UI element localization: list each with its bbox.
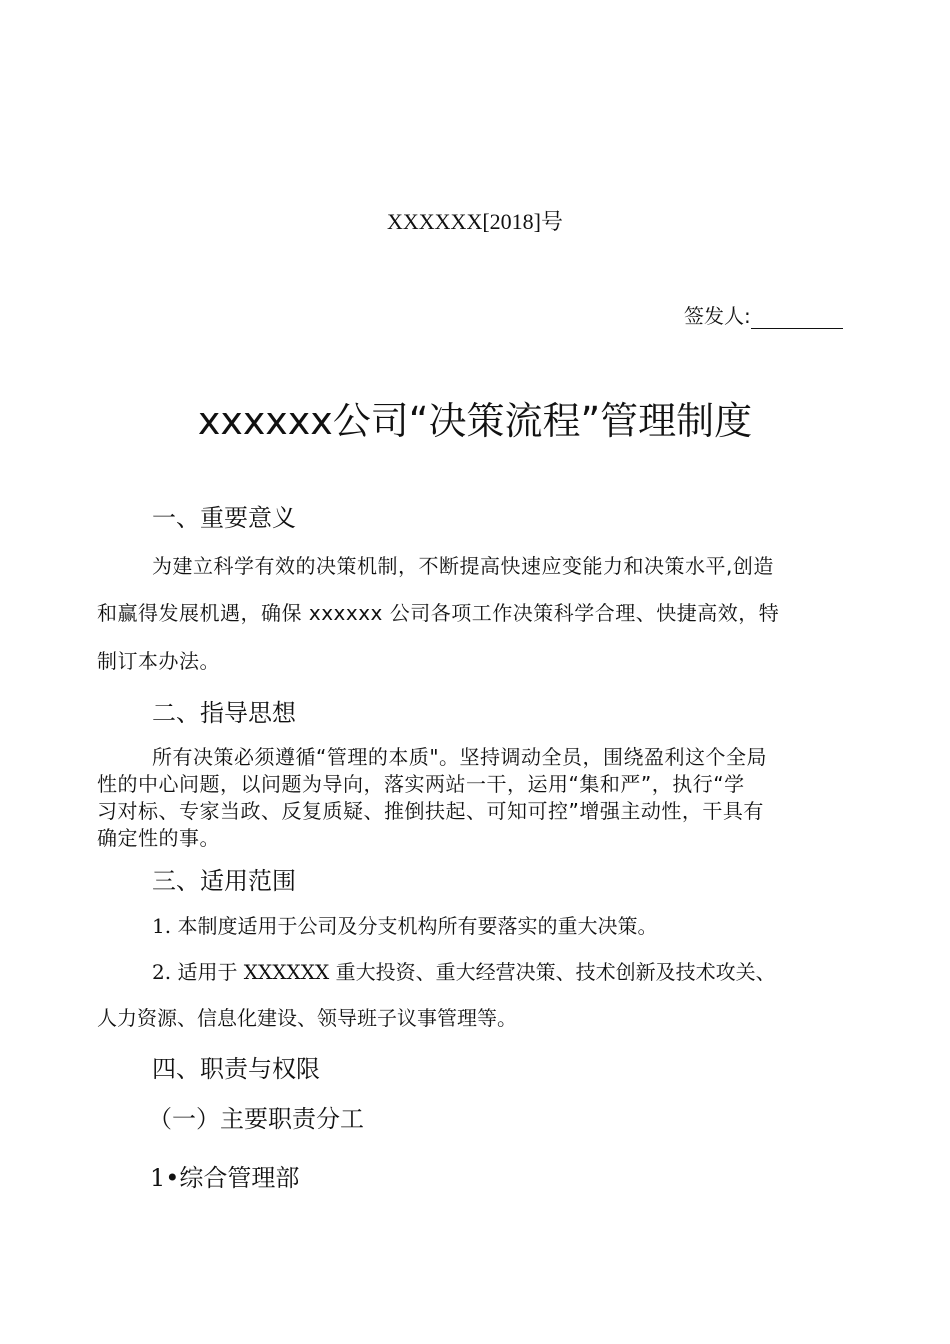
sub-heading-4-1: （一）主要职责分工 bbox=[148, 1105, 364, 1133]
section-3-line-3: 人力资源、信息化建设、领导班子议事管理等。 bbox=[97, 1006, 517, 1030]
section-heading-4: 四、职责与权限 bbox=[152, 1055, 320, 1083]
section-2-line-4: 确定性的事。 bbox=[97, 826, 220, 850]
list-item-department: 1•综合管理部 bbox=[150, 1164, 300, 1192]
document-title: xxxxxx公司“决策流程”管理制度 bbox=[197, 399, 753, 443]
section-1-line-1: 为建立科学有效的决策机制，不断提高快速应变能力和决策水平,创造 bbox=[152, 554, 774, 578]
section-3-line-2: 2. 适用于 XXXXXX 重大投资、重大经营决策、技术创新及技术攻关、 bbox=[152, 960, 776, 984]
signer-field bbox=[684, 300, 843, 329]
section-2-line-3: 习对标、专家当政、反复质疑、推倒扶起、可知可控”增强主动性，干具有 bbox=[97, 799, 764, 823]
document-number: XXXXXX[2018]号 bbox=[387, 209, 563, 234]
signer-label: 签发人: bbox=[684, 304, 751, 328]
section-heading-1: 一、重要意义 bbox=[152, 504, 296, 532]
section-heading-2: 二、指导思想 bbox=[152, 699, 296, 727]
section-heading-3: 三、适用范围 bbox=[152, 867, 296, 895]
section-1-line-3: 制订本办法。 bbox=[97, 649, 220, 673]
section-1-line-2: 和赢得发展机遇，确保 xxxxxx 公司各项工作决策科学合理、快捷高效，特 bbox=[97, 601, 780, 625]
section-2-line-1: 所有决策必须遵循“管理的本质"。坚持调动全员，围绕盈利这个全局 bbox=[152, 745, 768, 769]
section-3-line-1: 1. 本制度适用于公司及分支机构所有要落实的重大决策。 bbox=[152, 914, 658, 938]
section-2-line-2: 性的中心问题，以问题为导向，落实两站一干，运用“集和严”，执行“学 bbox=[97, 772, 745, 796]
signer-blank-line bbox=[751, 306, 843, 329]
